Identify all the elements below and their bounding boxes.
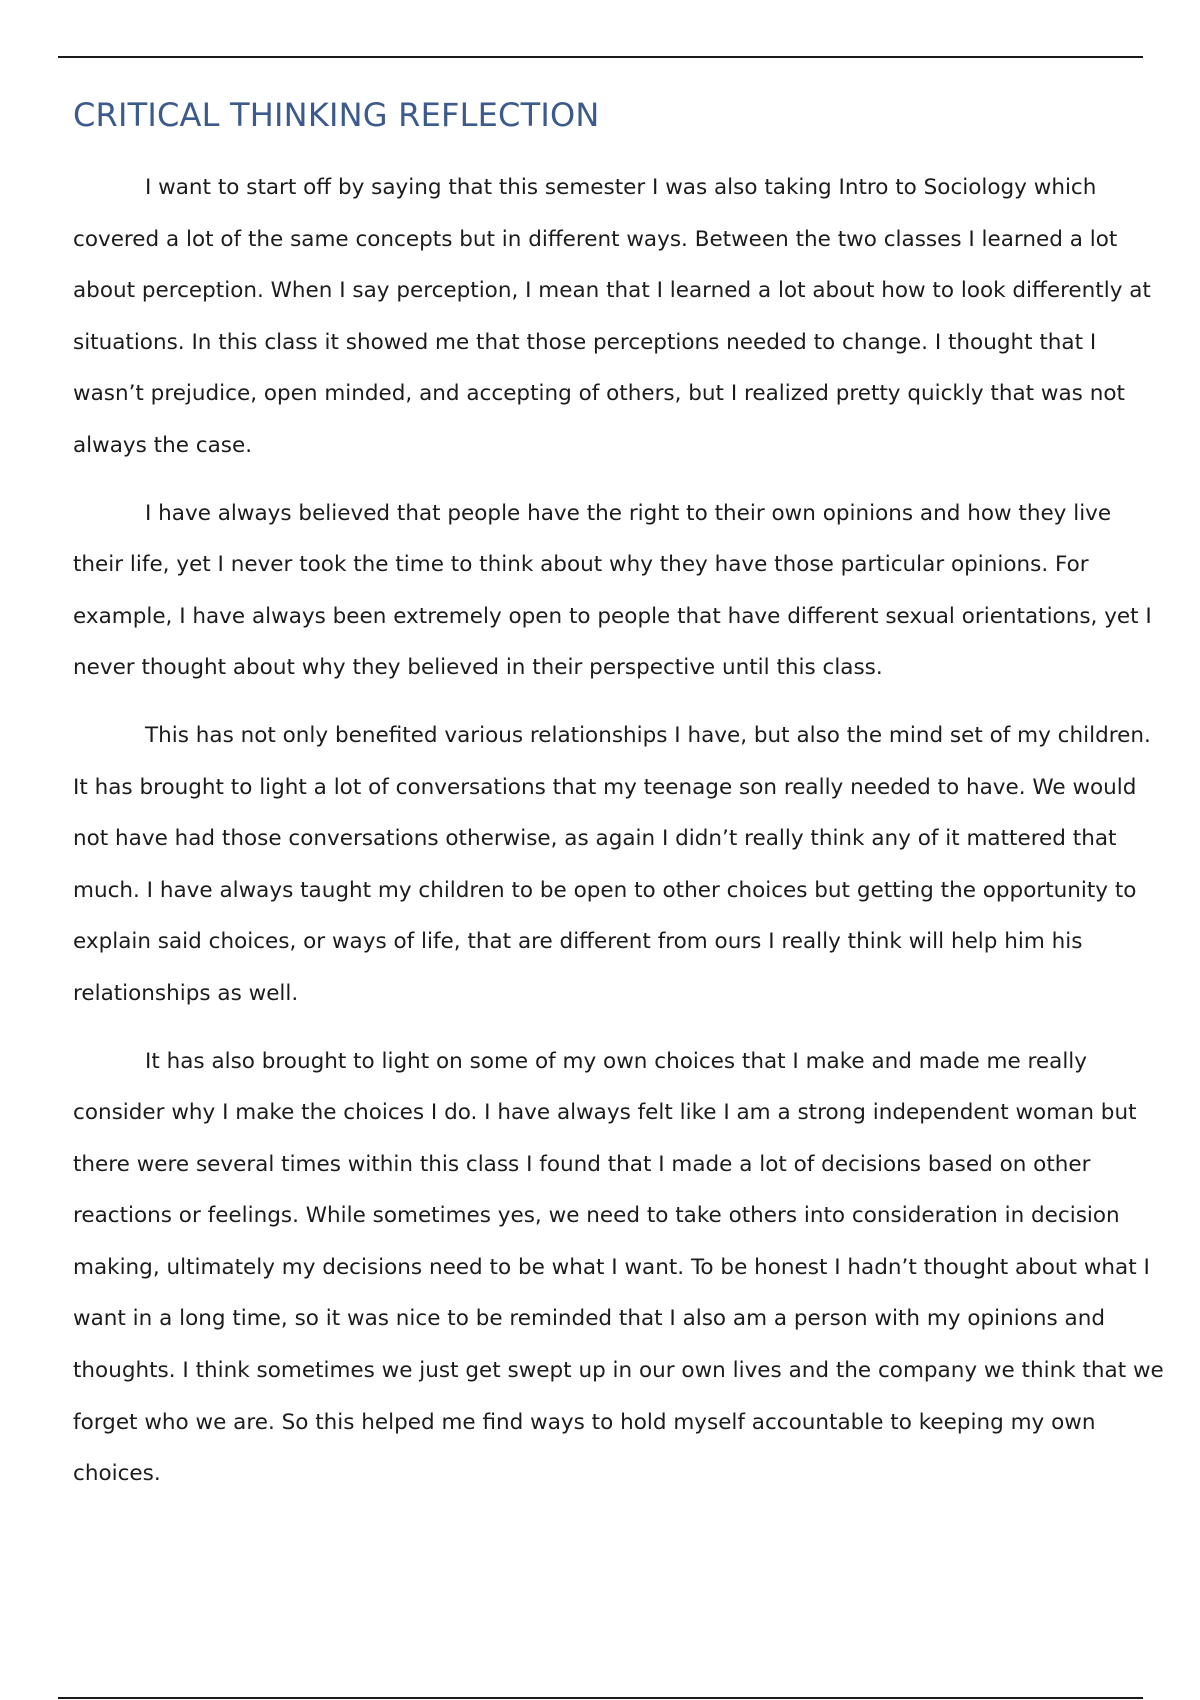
paragraph-1: I want to start off by saying that this semester I was also taking Intro to Sociology which covered a lot of the same concepts but in different ways. Between the two classes I learned a lot about perception. When I say perception, I mean that I learned a lot about how to look differently at situations. In this class it showed me that those perceptions needed to change. I thought that I wasn’t prejudice, open minded, and accepting of others, but I realized pretty quickly that was not always the case. <box>73 175 1151 458</box>
paragraph-4: It has also brought to light on some of my own choices that I make and made me really consider why I make the choices I do. I have always felt like I am a strong independent woman but there were several times within this class I found that I made a lot of decisions based on other reactions or feelings. While sometimes yes, we need to take others into consideration in decision making, ultimately my decisions need to be what I want. To be honest I hadn’t thought about what I want in a long time, so it was nice to be reminded that I also am a person with my opinions and thoughts. I think sometimes we just get swept up in our own lives and the company we think that we forget who we are. So this helped me find ways to hold myself accountable to keeping my own choices. <box>73 1048 1164 1487</box>
document-body <box>73 90 1168 1516</box>
document-title: CRITICAL THINKING REFLECTION <box>73 96 600 134</box>
header-rule <box>58 56 1143 58</box>
footer-rule <box>58 1697 1143 1699</box>
paragraph-2: I have always believed that people have the right to their own opinions and how they live their life, yet I never took the time to think about why they have those particular opinions. For example, I have always been extremely open to people that have different sexual orientations, yet I never thought about why they believed in their perspective until this class. <box>73 500 1152 681</box>
paragraph-3: This has not only benefited various relationships I have, but also the mind set of my children. It has brought to light a lot of conversations that my teenage son really needed to have. We would not have had those conversations otherwise, as again I didn’t really think any of it mattered that much. I have always taught my children to be open to other choices but getting the opportunity to explain said choices, or ways of life, that are different from ours I really think will help him his relationships as well. <box>73 722 1151 1006</box>
